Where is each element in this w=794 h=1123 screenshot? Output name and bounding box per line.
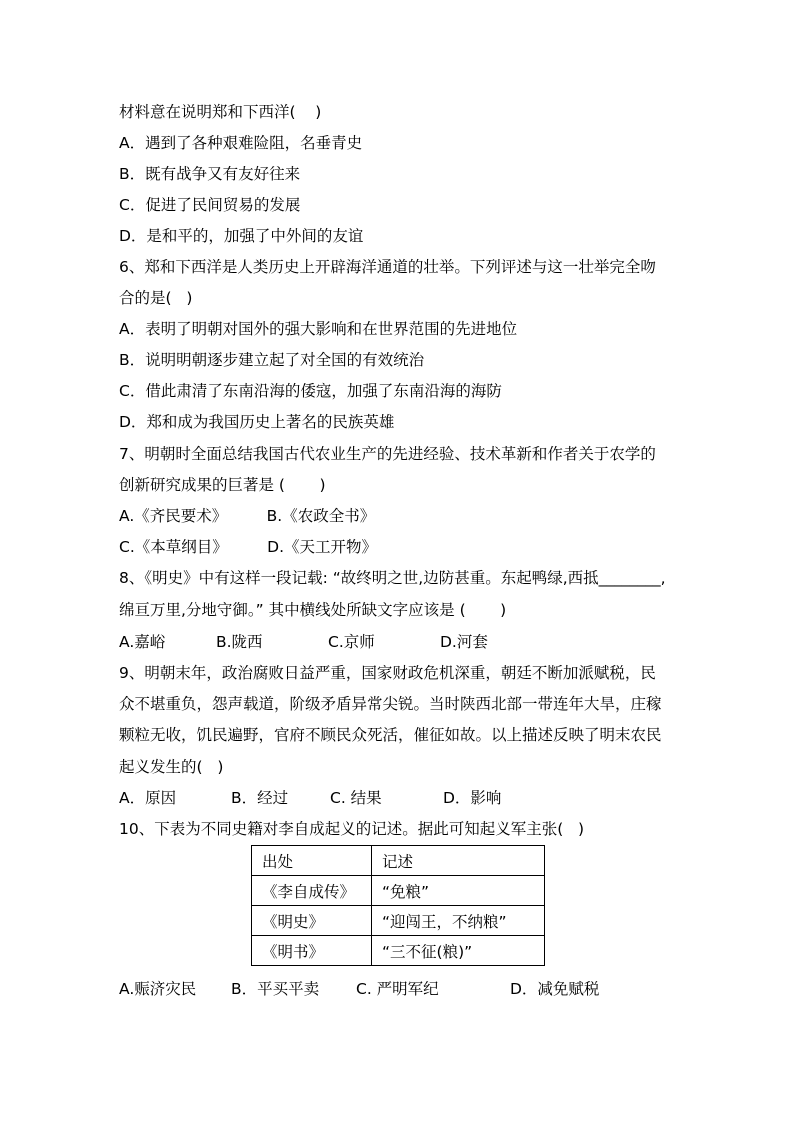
q5-stem-end: 材料意在说明郑和下西洋( ) bbox=[119, 103, 322, 121]
table-header-source: 出处 bbox=[252, 846, 372, 876]
q5-option-a: A．遇到了各种艰难险阻，名垂青史 bbox=[119, 134, 363, 152]
table-row bbox=[252, 936, 545, 966]
q7-options-ab: A.《齐民要术》 B.《农政全书》 bbox=[119, 507, 376, 525]
table-cell-record: “迎闯王，不纳粮” bbox=[372, 906, 545, 936]
q9-option-b: B．经过 bbox=[231, 789, 289, 807]
q6-stem-cont: 合的是( ) bbox=[119, 289, 193, 307]
table-header-row bbox=[252, 846, 545, 876]
q6-stem: 6、郑和下西洋是人类历史上开辟海洋通道的壮举。下列评述与这一壮举完全吻 bbox=[119, 258, 656, 276]
q5-option-b: B．既有战争又有友好往来 bbox=[119, 165, 301, 183]
q9-option-a: A．原因 bbox=[119, 789, 177, 807]
q8-option-c: C.京师 bbox=[328, 633, 375, 651]
q9-stem-cont-1: 众不堪重负，怨声载道，阶级矛盾异常尖锐。当时陕西北部一带连年大旱，庄稼 bbox=[119, 695, 662, 713]
table-row bbox=[252, 876, 545, 906]
table-row bbox=[252, 906, 545, 936]
q8-option-a: A.嘉峪 bbox=[119, 633, 166, 651]
table-cell-source: 《李自成传》 bbox=[252, 876, 372, 906]
q7-stem-cont: 创新研究成果的巨著是 ( ) bbox=[119, 476, 326, 494]
q9-stem-cont-3: 起义发生的( ) bbox=[119, 758, 224, 776]
q9-stem: 9、明朝末年，政治腐败日益严重，国家财政危机深重，朝廷不断加派赋税，民 bbox=[119, 664, 656, 682]
q10-option-c: C. 严明军纪 bbox=[356, 980, 439, 998]
q10-option-d: D．减免赋税 bbox=[510, 980, 600, 998]
q6-option-d: D．郑和成为我国历史上著名的民族英雄 bbox=[119, 413, 395, 431]
q7-stem: 7、明朝时全面总结我国古代农业生产的先进经验、技术革新和作者关于农学的 bbox=[119, 445, 656, 463]
table-cell-record: “免粮” bbox=[372, 876, 545, 906]
q8-stem-cont: 绵亘万里,分地守御。” 其中横线处所缺文字应该是 ( ) bbox=[119, 601, 507, 619]
table-cell-source: 《明史》 bbox=[252, 906, 372, 936]
q7-options-cd: C.《本草纲目》 D.《天工开物》 bbox=[119, 538, 378, 556]
q10-option-a: A.赈济灾民 bbox=[119, 980, 197, 998]
q8-option-b: B.陇西 bbox=[216, 633, 263, 651]
q9-option-c: C. 结果 bbox=[330, 789, 382, 807]
q8-option-d: D.河套 bbox=[440, 633, 488, 651]
q9-option-d: D．影响 bbox=[443, 789, 502, 807]
q5-option-c: C．促进了民间贸易的发展 bbox=[119, 196, 301, 214]
table-cell-source: 《明书》 bbox=[252, 936, 372, 966]
q6-option-c: C．借此肃清了东南沿海的倭寇，加强了东南沿海的海防 bbox=[119, 382, 502, 400]
q8-stem: 8、《明史》中有这样一段记载: “故终明之世,边防甚重。东起鸭绿,西抵________, bbox=[119, 569, 666, 587]
table-cell-record: “三不征(粮)” bbox=[372, 936, 545, 966]
q10-source-table bbox=[251, 845, 545, 966]
q10-option-b: B．平买平卖 bbox=[231, 980, 320, 998]
table-header-record: 记述 bbox=[372, 846, 545, 876]
q6-option-a: A．表明了明朝对国外的强大影响和在世界范围的先进地位 bbox=[119, 320, 518, 338]
q9-stem-cont-2: 颗粒无收，饥民遍野，官府不顾民众死活，催征如故。以上描述反映了明末农民 bbox=[119, 726, 662, 744]
q10-stem: 10、下表为不同史籍对李自成起义的记述。据此可知起义军主张( ) bbox=[119, 820, 585, 838]
q6-option-b: B．说明明朝逐步建立起了对全国的有效统治 bbox=[119, 351, 425, 369]
q5-option-d: D．是和平的，加强了中外间的友谊 bbox=[119, 227, 364, 245]
